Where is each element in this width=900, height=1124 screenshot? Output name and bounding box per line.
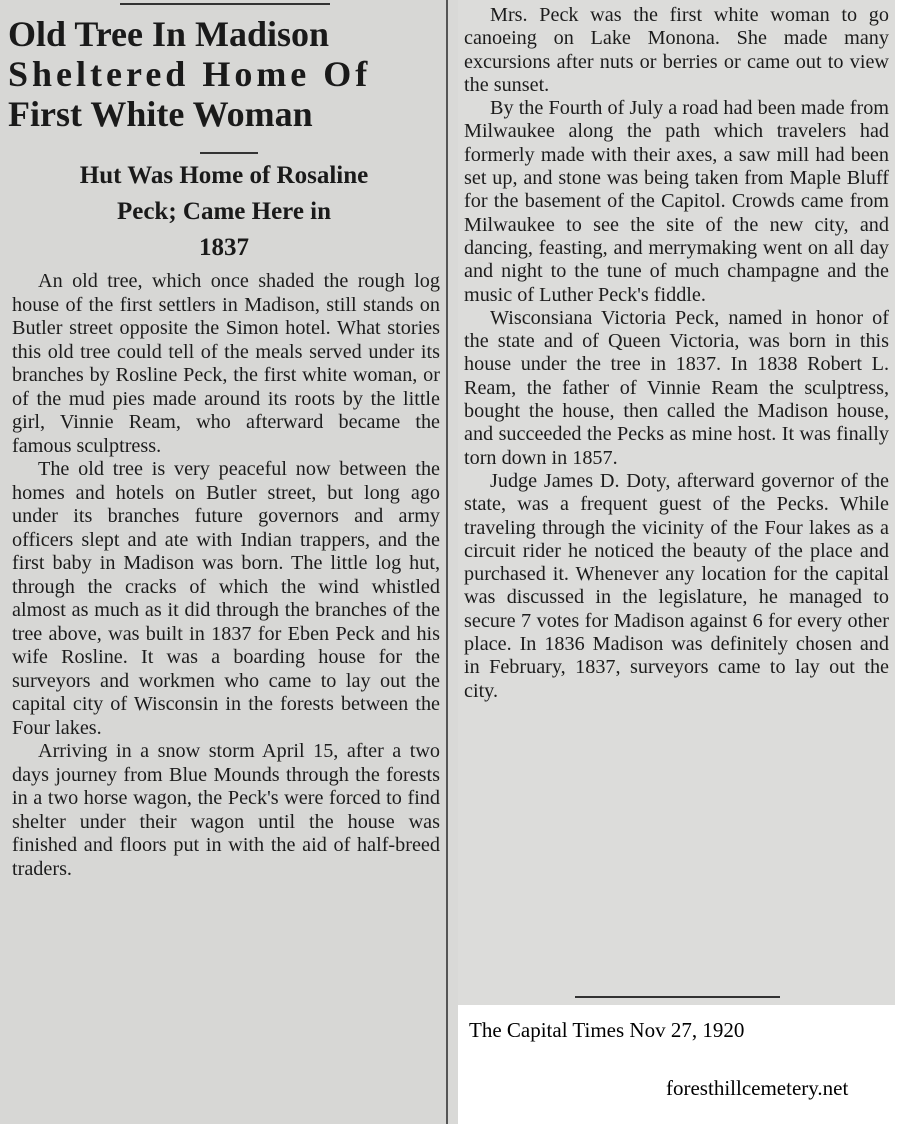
- left-body-text: [12, 270, 440, 881]
- subheadline-line-2: Peck; Came Here in: [116, 198, 332, 225]
- headline-divider: [200, 152, 258, 154]
- top-rule: [120, 3, 330, 5]
- headline-line-2: Sheltered Home Of: [8, 54, 372, 94]
- source-caption: The Capital Times Nov 27, 1920: [469, 1018, 745, 1042]
- left-column: [0, 0, 448, 1124]
- end-rule: [575, 996, 780, 998]
- headline-line-3: First White Woman: [8, 94, 313, 134]
- headline-line-1: Old Tree In Madison: [8, 14, 330, 54]
- right-body-text: [464, 4, 889, 703]
- paragraph: The old tree is very peaceful now between the homes and hotels on Butler street, but long ago under its branches future governors and army officers slept and ate with Indian trappers, and the first baby in Madison was born. The little log hut, through the cracks of which the wind whistled almost as much as it did through the branches of the tree above, was built in 1837 for Eben Peck and his wife Rosline. It was a boarding house for the surveyors and workmen who came to lay out the capital city of Wisconsin in the forests between the Four lakes.: [12, 458, 440, 739]
- paragraph: By the Fourth of July a road had been made from Milwaukee along the path which travelers had formerly made with their axes, a saw mill had been set up, and stone was being taken from Maple Bluff for the basement of the Capitol. Crowds came from Milwaukee to see the site of the new city, and dancing, feasting, and merrymaking went on all day and night to the tune of much champagne and the music of Luther Peck's fiddle.: [464, 97, 889, 306]
- paragraph: Wisconsiana Victoria Peck, named in honor of the state and of Queen Victoria, was born in this house under the tree in 1837. In 1838 Robert L. Ream, the father of Vinnie Ream the sculptress, bought the house, then called the Madison house, and succeeded the Pecks as mine host. It was finally torn down in 1857.: [464, 306, 889, 469]
- website-credit: foresthillcemetery.net: [666, 1076, 849, 1100]
- paragraph: Mrs. Peck was the first white woman to go canoeing on Lake Monona. She made many excursions after nuts or berries or came out to view the sunset.: [464, 4, 889, 96]
- paragraph: An old tree, which once shaded the rough log house of the first settlers in Madison, still stands on Butler street opposite the Simon hotel. What stories this old tree could tell of the meals served under its branches by Rosline Peck, the first white woman, or of the mud pies made around its roots by the little girl, Vinnie Ream, who afterward became the famous sculptress.: [12, 270, 440, 457]
- subheadline-line-3: 1837: [199, 234, 249, 261]
- subheadline-line-1: Hut Was Home of Rosaline: [79, 162, 369, 189]
- subheadline: [8, 158, 440, 266]
- headline: [8, 14, 440, 134]
- paragraph: Arriving in a snow storm April 15, after a two days journey from Blue Mounds through the forests in a two horse wagon, the Peck's were forced to find shelter under their wagon until the house was finished and floors put in with the aid of half-breed traders.: [12, 740, 440, 880]
- paragraph: Judge James D. Doty, afterward governor of the state, was a frequent guest of the Pecks. While traveling through the vicinity of the Four lakes as a circuit rider he noticed the beauty of the place and purchased it. Whenever any location for the capital was discussed in the legislature, he managed to secure 7 votes for Madison against 6 for every other place. In 1836 Madison was definitely chosen and in February, 1837, surveyors came to lay out the city.: [464, 469, 889, 702]
